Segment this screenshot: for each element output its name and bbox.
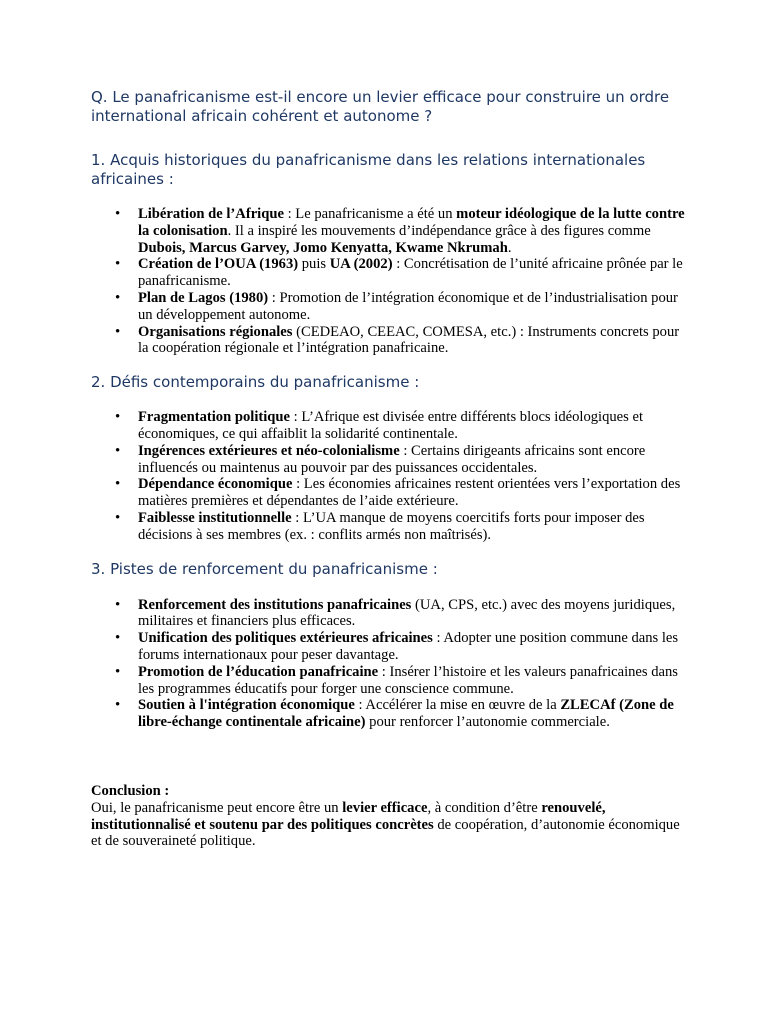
list-item: • Unification des politiques extérieures africaines : Adopter une position commune dans les forums internationaux pour peser davantage.	[138, 630, 688, 664]
section-3-heading: 3. Pistes de renforcement du panafricanisme :	[91, 559, 438, 578]
list-item: • Dépendance économique : Les économies africaines restent orientées vers l’exportation des matières premières et dépendantes de l’aide extérieure.	[138, 476, 688, 510]
section-1-heading: 1. Acquis historiques du panafricanisme dans les relations internationales africaines :	[91, 151, 646, 188]
list-item: • Ingérences extérieures et néo-colonialisme : Certains dirigeants africains sont encore influencés ou maintenus au pouvoir par des puissances occidentales.	[138, 443, 688, 477]
list-item: • Création de l’OUA (1963) puis UA (2002) : Concrétisation de l’unité africaine prônée par le panafricanisme.	[138, 256, 688, 290]
section-1-list	[91, 206, 688, 357]
list-item: • Libération de l’Afrique : Le panafricanisme a été un moteur idéologique de la lutte contre la colonisation. Il a inspiré les mouvements d’indépendance grâce à des figures comme Dubois, Marcus Garvey, Jomo Kenyatta, Kwame Nkrumah.	[138, 206, 688, 256]
section-2-list	[91, 409, 688, 543]
conclusion-block	[91, 783, 688, 850]
list-item: • Plan de Lagos (1980) : Promotion de l’intégration économique et de l’industrialisation pour un développement autonome.	[138, 290, 688, 324]
question-heading: Q. Le panafricanisme est-il encore un levier efficace pour construire un ordre international africain cohérent et autonome ?	[91, 88, 670, 125]
list-item: • Promotion de l’éducation panafricaine : Insérer l’histoire et les valeurs panafricaines dans les programmes éducatifs pour forger une conscience commune.	[138, 664, 688, 698]
section-3-list	[91, 597, 688, 731]
conclusion-label: Conclusion :	[91, 782, 170, 799]
list-item: • Faiblesse institutionnelle : L’UA manque de moyens coercitifs forts pour imposer des décisions à ses membres (ex. : conflits armés non maîtrisés).	[138, 510, 688, 544]
section-2-heading: 2. Défis contemporains du panafricanisme :	[91, 373, 420, 392]
conclusion-text: Oui, le panafricanisme peut encore être un levier efficace, à condition d’être renouvelé, institutionnalisé et soutenu par des politiques concrètes de coopération, d’autonomie économique et de souveraineté politique.	[91, 799, 680, 850]
list-item: • Renforcement des institutions panafricaines (UA, CPS, etc.) avec des moyens juridiques, militaires et financiers plus efficaces.	[138, 597, 688, 631]
list-item: • Organisations régionales (CEDEAO, CEEAC, COMESA, etc.) : Instruments concrets pour la coopération régionale et l’intégration panafricaine.	[138, 324, 688, 358]
list-item: • Soutien à l'intégration économique : Accélérer la mise en œuvre de la ZLECAf (Zone de libre-échange continentale africaine) pour renforcer l’autonomie commerciale.	[138, 697, 688, 731]
list-item: • Fragmentation politique : L’Afrique est divisée entre différents blocs idéologiques et économiques, ce qui affaiblit la solidarité continentale.	[138, 409, 688, 443]
